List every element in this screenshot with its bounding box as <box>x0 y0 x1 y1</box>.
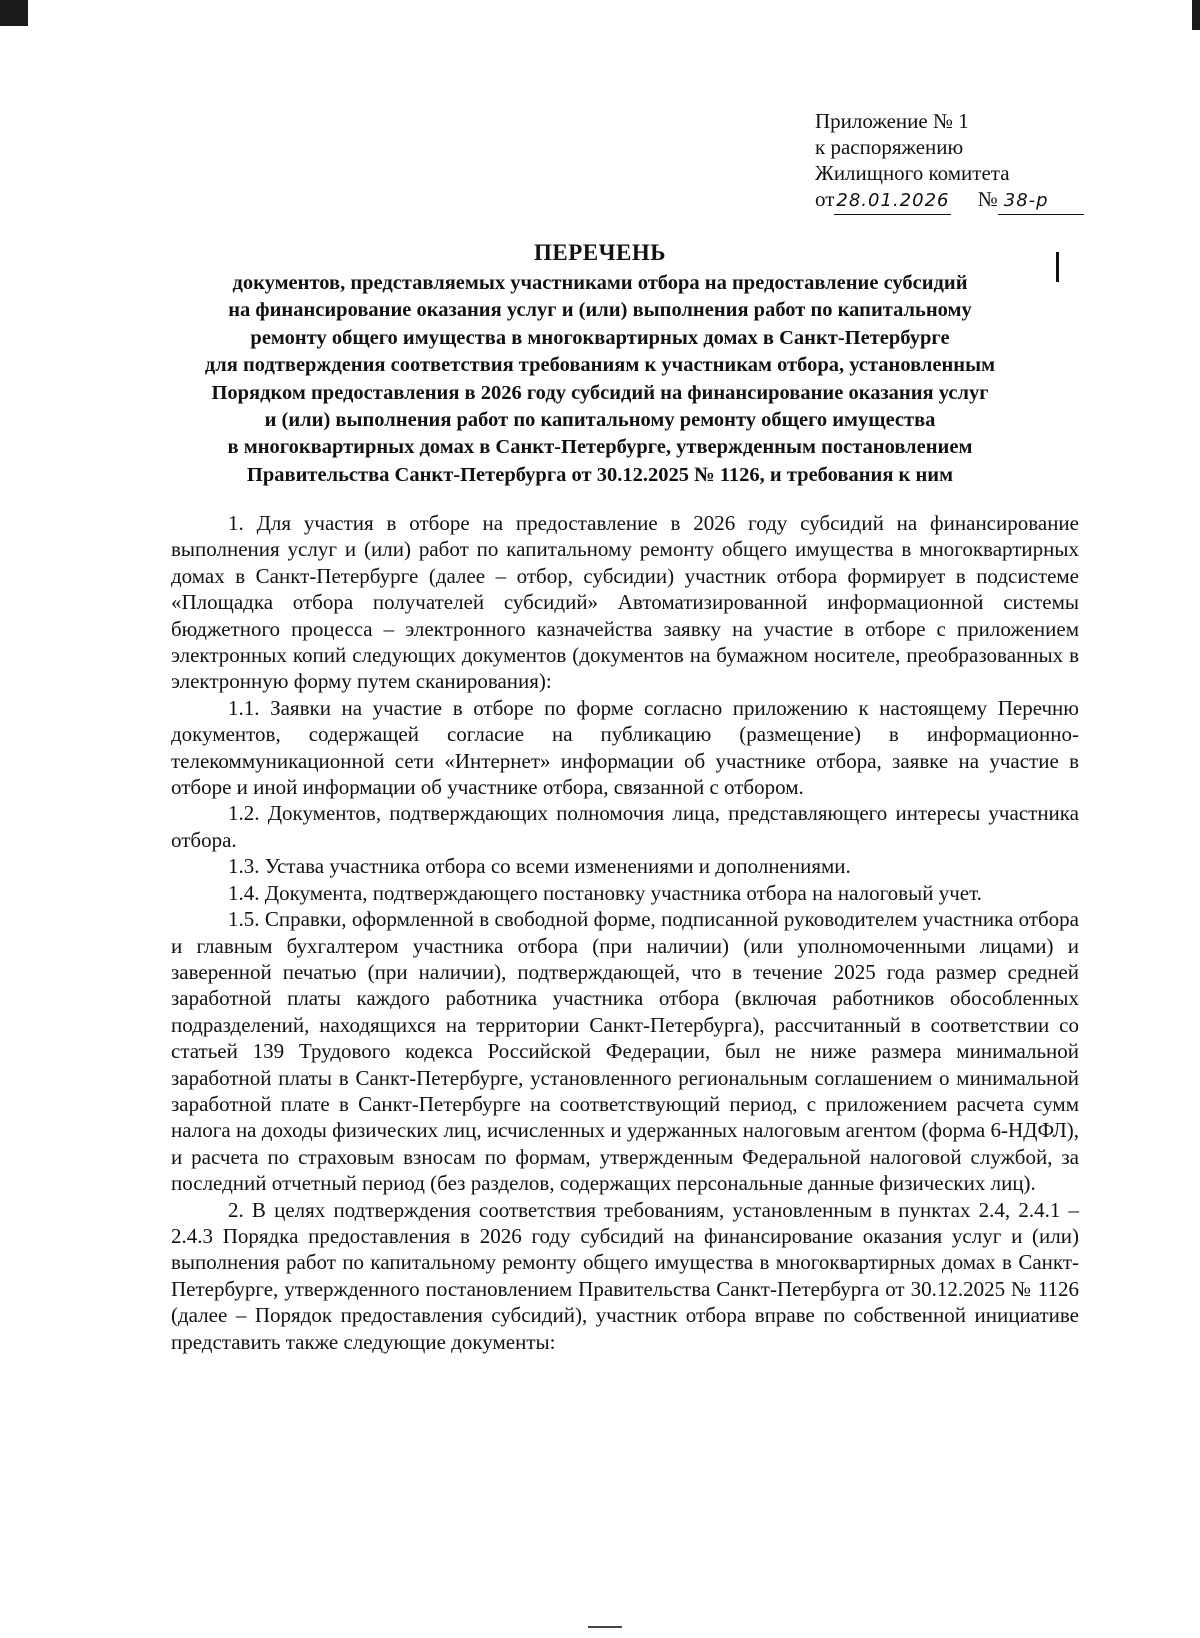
handwritten-date: 28.01.2026 <box>836 190 950 211</box>
title-line: документов, представляемых участниками отбора на предоставление субсидий <box>232 272 968 294</box>
page-bottom-mark <box>588 1626 622 1628</box>
title-line: в многоквартирных домах в Санкт-Петербурге, утвержденным постановлением <box>227 436 973 459</box>
title-line: ремонту общего имущества в многоквартирных домах в Санкт-Петербурге <box>250 326 950 349</box>
date-prefix: от <box>815 187 835 211</box>
paragraph-1-4: 1.4. Документа, подтверждающего постановку участника отбора на налоговый учет. <box>228 880 982 905</box>
number-prefix: № <box>977 187 998 211</box>
title-line: Правительства Санкт-Петербурга от 30.12.2025 № 1126, и требования к ним <box>246 463 954 486</box>
date-field <box>834 186 951 215</box>
appendix-order-ref: к распоряжению <box>815 135 964 159</box>
appendix-header <box>815 108 1115 215</box>
scan-edge-mark-left <box>0 0 28 26</box>
number-field <box>998 186 1084 215</box>
title-line: Порядком предоставления в 2026 году субсидий на финансирование оказания услуг <box>211 381 989 404</box>
handwritten-number: 38-р <box>1003 190 1049 211</box>
paragraph-1-3: 1.3. Устава участника отбора со всеми изменениями и дополнениями. <box>228 854 851 879</box>
paragraph-1-1: 1.1. Заявки на участие в отборе по форме согласно приложению к настоящему Перечню документов, содержащей согласие на публикацию (размещение) в информационно-телекоммуникационной сети «Интернет» информации об участнике отбора, заявке на участие в отборе и иной информации об участнике отбора, связанной с отбором. <box>171 695 1079 800</box>
title-subtitle <box>150 270 1050 489</box>
scan-edge-mark-right <box>1192 0 1200 30</box>
paragraph-1-2: 1.2. Документов, подтверждающих полномочия лица, представляющего интересы участника отбора. <box>171 801 1079 852</box>
paragraph-1-5: 1.5. Справки, оформленной в свободной форме, подписанной руководителем участника отбора и главным бухгалтером участника отбора (при наличии) (или уполномоченными лицами) и заверенной печатью (при наличии), подтверждающей, что в течение 2025 года размер средней заработной платы каждого работника участника отбора (включая работников обособленных подразделений, находящихся на территории Санкт-Петербурга), рассчитанный в соответствии со статьей 139 Трудового кодекса Российской Федерации, был не ниже размера минимальной заработной платы в Санкт-Петербурге, установленного региональным соглашением о минимальной заработной плате в Санкт-Петербурге на соответствующий период, с приложением расчета сумм налога на доходы физических лиц, исчисленных и удержанных налоговым агентом (форма 6-НДФЛ), и расчета по страховым взносам по формам, утвержденным Федеральной налоговой службой, за последний отчетный период (без разделов, содержащих персональные данные физических лиц). <box>171 907 1079 1196</box>
document-title <box>150 238 1050 489</box>
handwritten-stroke <box>1056 252 1059 282</box>
paragraph-2: 2. В целях подтверждения соответствия требованиям, установленным в пунктах 2.4, 2.4.1 – 2.4.3 Порядка предоставления в 2026 году субсидий на финансирование оказания услуг и (или) выполнения работ по капитальному ремонту общего имущества в многоквартирных домах в Санкт-Петербурге, утвержденного постановлением Правительства Санкт-Петербурга от 30.12.2025 № 1126 (далее – Порядок предоставления субсидий), участник отбора вправе по собственной инициативе представить также следующие документы: <box>171 1197 1079 1354</box>
document-body <box>171 510 1079 1355</box>
paragraph-1: 1. Для участия в отборе на предоставление в 2026 году субсидий на финансирование выполнения услуг и (или) работ по капитальному ремонту общего имущества в многоквартирных домах в Санкт-Петербурге (далее – отбор, субсидии) участник отбора формирует в подсистеме «Площадка отбора получателей субсидий» Автоматизированной информационной системы бюджетного процесса – электронного казначейства заявку на участие в отборе с приложением электронных копий следующих документов (документов на бумажном носителе, преобразованных в электронную форму путем сканирования): <box>171 511 1079 694</box>
appendix-date-number-line <box>815 186 1115 215</box>
title-heading: ПЕРЕЧЕНЬ <box>534 240 666 265</box>
appendix-committee: Жилищного комитета <box>815 161 1010 185</box>
title-line: на финансирование оказания услуг и (или) выполнения работ по капитальному <box>228 299 972 322</box>
title-line: и (или) выполнения работ по капитальному ремонту общего имущества <box>264 409 936 432</box>
appendix-number: Приложение № 1 <box>815 109 969 133</box>
title-line: для подтверждения соответствия требованиям к участникам отбора, установленным <box>204 354 996 377</box>
